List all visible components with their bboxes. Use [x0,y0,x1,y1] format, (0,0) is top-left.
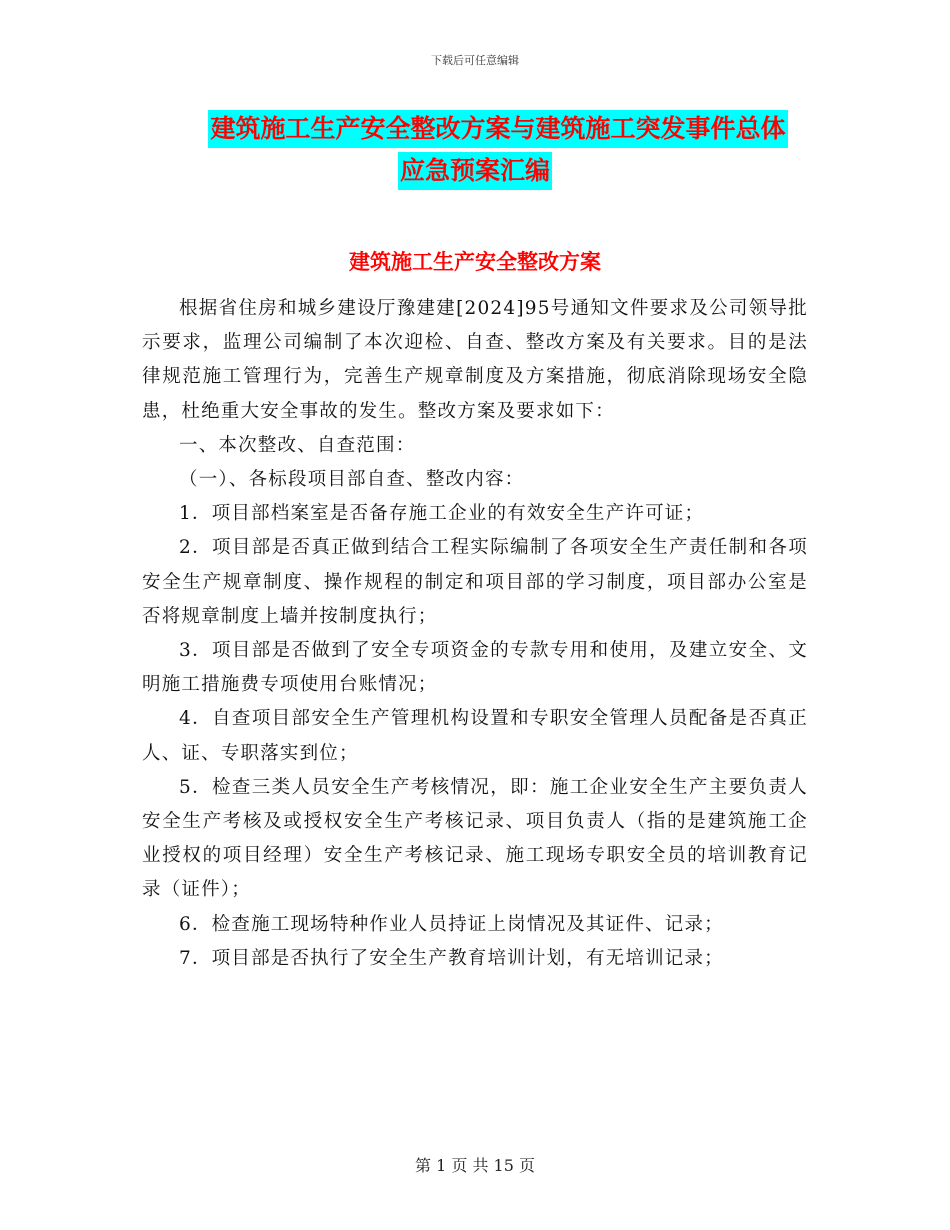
title-line-2: 应急预案汇编 [398,152,552,190]
paragraph-subheading: （一）、各标段项目部自查、整改内容： [179,469,525,491]
document-title [0,110,950,190]
document-body [142,292,808,976]
list-item: 2．项目部是否真正做到结合工程实际编制了各项安全生产责任制和各项安全生产规章制度、操作规程的制定和项目部的学习制度，项目部办公室是否将规章制度上墙并按制度执行； [142,537,808,627]
list-item: 3．项目部是否做到了安全专项资金的专款专用和使用，及建立安全、文明施工措施费专项使用台账情况； [142,640,808,696]
page-header-note: 下载后可任意编辑 [431,54,519,67]
list-item: 6．检查施工现场特种作业人员持证上岗情况及其证件、记录； [179,913,724,935]
list-item: 7．项目部是否执行了安全生产教育培训计划，有无培训记录； [179,947,724,969]
page-number: 第 1 页 共 15 页 [415,1156,535,1175]
list-item: 1．项目部档案室是否备存施工企业的有效安全生产许可证； [179,503,705,525]
title-line-1: 建筑施工生产安全整改方案与建筑施工突发事件总体 [208,110,787,148]
section-title: 建筑施工生产安全整改方案 [349,250,601,274]
paragraph-intro: 根据省住房和城乡建设厅豫建建[2024]95号通知文件要求及公司领导批示要求，监理公司编制了本次迎检、自查、整改方案及有关要求。目的是法律规范施工管理行为，完善生产规章制度及方案措施，彻底消除现场安全隐患，杜绝重大安全事故的发生。整改方案及要求如下： [142,298,808,422]
list-item: 4．自查项目部安全生产管理机构设置和专职安全管理人员配备是否真正人、证、专职落实到位； [142,708,808,764]
paragraph-scope-heading: 一、本次整改、自查范围： [179,434,416,456]
list-item: 5．检查三类人员安全生产考核情况，即：施工企业安全生产主要负责人安全生产考核及或授权安全生产考核记录、项目负责人（指的是建筑施工企业授权的项目经理）安全生产考核记录、施工现场专职安全员的培训教育记录（证件）； [142,776,808,901]
